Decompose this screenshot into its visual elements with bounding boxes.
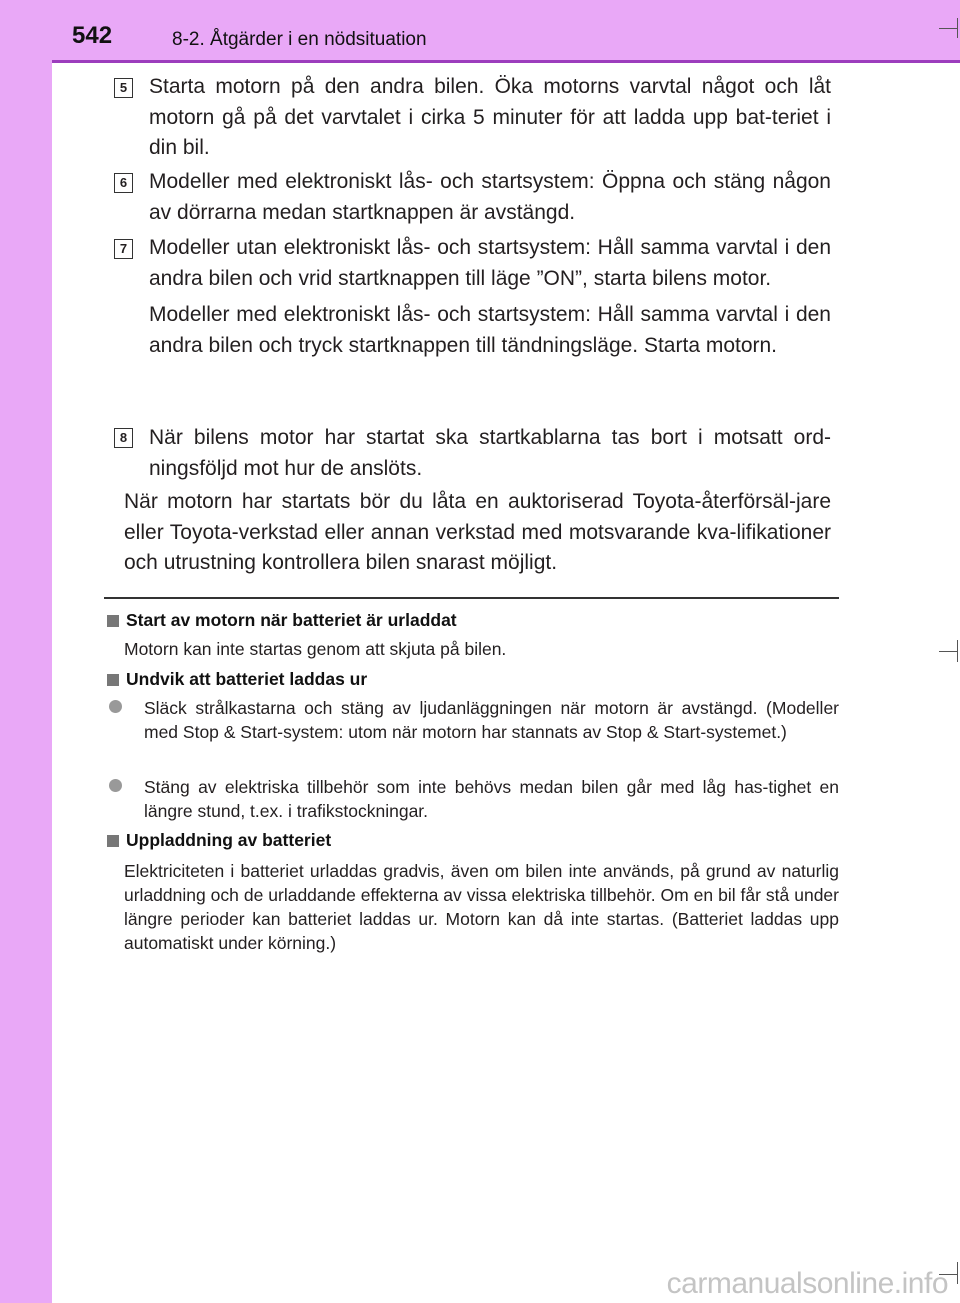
section-title: 8-2. Åtgärder i en nödsituation (172, 29, 427, 50)
step-number-badge: 8 (114, 428, 133, 448)
list-item (109, 696, 839, 744)
step-5 (149, 72, 831, 164)
list-item-text: Släck strålkastarna och stäng av ljudanläggningen när motorn är avstängd. (Modeller med Stop & Start-system: utom när motorn har stannats av Stop & Start-systemet.) (144, 698, 839, 742)
main-paragraph: När motorn har startats bör du låta en auktoriserad Toyota-återförsäl-jare eller Toyota-verkstad eller annan verkstad med motsvarande kva-lifikationer och utrustning kontrollera bilen snarast möjligt. (124, 490, 831, 574)
note-heading-text: Start av motorn när batteriet är urladdat (126, 610, 457, 630)
crop-mark (957, 1262, 958, 1284)
square-bullet-icon (107, 615, 119, 627)
header-band (0, 0, 960, 62)
list-item (109, 775, 839, 823)
step-number-badge: 6 (114, 173, 133, 193)
note-body: Motorn kan inte startas genom att skjuta på bilen. (124, 639, 507, 659)
step-text: Modeller utan elektroniskt lås- och startsystem: Håll samma varvtal i den andra bilen och vrid startknappen till läge ”ON”, starta bilens motor. (149, 236, 831, 290)
header-rule (52, 60, 960, 63)
crop-mark (957, 18, 958, 38)
circle-bullet-icon (109, 779, 122, 792)
step-6 (149, 167, 831, 228)
step-text: Starta motorn på den andra bilen. Öka motorns varvtal något och låt motorn gå på det varvtalet i cirka 5 minuter för att ladda upp bat-teriet i din bil. (149, 75, 831, 159)
list-item-text: Stäng av elektriska tillbehör som inte behövs medan bilen går med låg has-tighet en längre stund, t.ex. i trafikstockningar. (144, 777, 839, 821)
step-number-badge: 5 (114, 78, 133, 98)
page-number: 542 (72, 22, 113, 49)
step-number-badge: 7 (114, 239, 133, 259)
note-body: Elektriciteten i batteriet urladdas gradvis, även om bilen inte används, på grund av naturlig urladdning och de urladdande effekterna av vissa elektriska tillbehör. Om en bil får stå under längre perioder kan batteriet laddas ur. Motorn kan då inte startas. (Batteriet laddas upp automatiskt under körning.) (124, 861, 839, 953)
note-heading (107, 610, 457, 631)
page-margin-strip (0, 0, 52, 1303)
step-text: Modeller med elektroniskt lås- och startsystem: Håll samma varvtal i den andra bilen och tryck startknappen till tändningsläge. Starta motorn. (149, 303, 831, 357)
crop-mark (939, 28, 957, 29)
watermark-logo: carmanualsonline.info (666, 1267, 948, 1300)
step-text: När bilens motor har startat ska startkablarna tas bort i motsatt ord-ningsföljd mot hur de anslöts. (149, 426, 831, 480)
crop-mark (957, 640, 958, 662)
note-heading-text: Undvik att batteriet laddas ur (126, 669, 368, 689)
step-8 (149, 423, 831, 484)
note-heading-text: Uppladdning av batteriet (126, 830, 332, 850)
note-heading (107, 830, 331, 851)
step-7 (149, 233, 831, 361)
circle-bullet-icon (109, 700, 122, 713)
crop-mark (939, 651, 957, 652)
square-bullet-icon (107, 674, 119, 686)
note-heading (107, 669, 367, 690)
square-bullet-icon (107, 835, 119, 847)
section-divider (104, 597, 839, 599)
step-text: Modeller med elektroniskt lås- och startsystem: Öppna och stäng någon av dörrarna medan startknappen är avstängd. (149, 170, 831, 224)
